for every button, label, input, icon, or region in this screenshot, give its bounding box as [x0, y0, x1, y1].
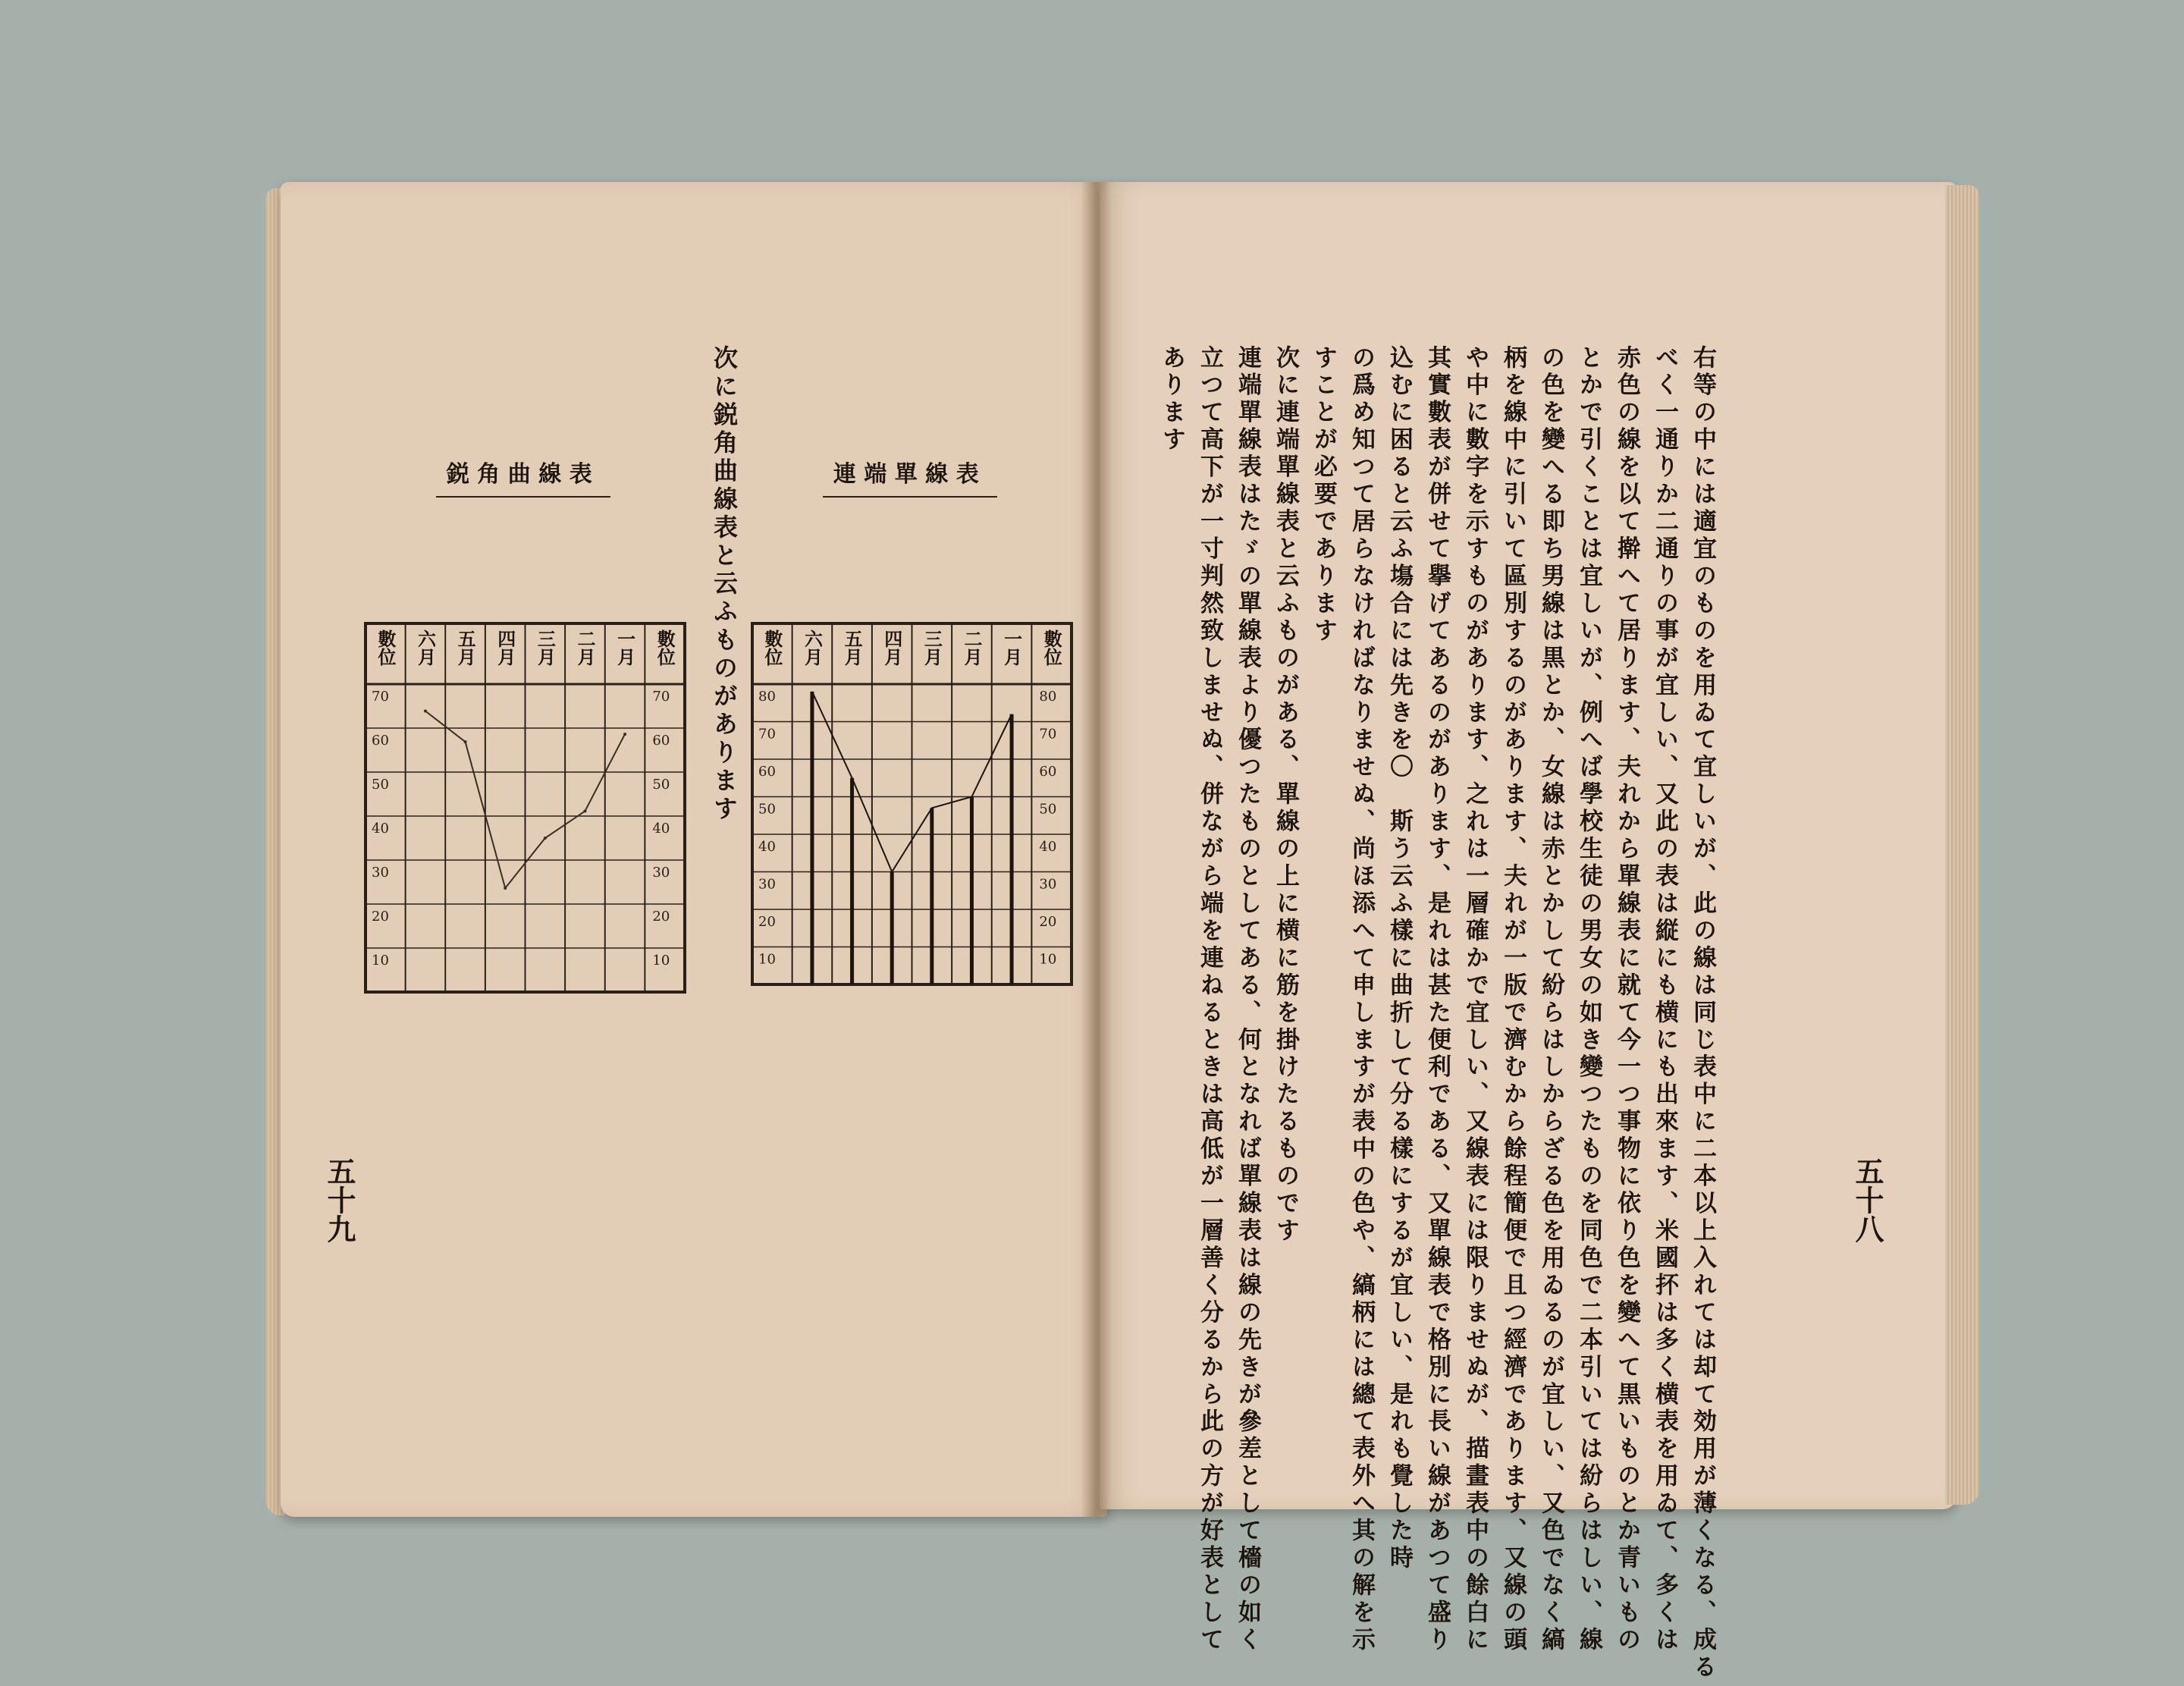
text-column: 込むに困ると云ふ塲合には先きを〇 斯う云ふ樣に曲折して分る樣にするが宜しい、是れも覺した時 — [1385, 345, 1413, 1573]
month-label: 二月 — [960, 630, 983, 666]
text-column: あります — [1158, 345, 1185, 454]
tick-label-left: 80 — [758, 689, 776, 705]
tick-label-right: 10 — [652, 953, 670, 969]
text-column: 右等の中には適宜のものを用ゐて宜しいが、此の線は同じ表中に二本以上入れては却て効用が薄くなる、成る — [1689, 345, 1716, 1682]
text-column: 連端單線表はたゞの單線表より優つたものとしてある、何となれば單線表は線の先きが參差として檣の如く — [1234, 345, 1261, 1655]
month-label: 六月 — [801, 630, 824, 666]
tick-label-left: 30 — [758, 876, 776, 893]
unit-header: 數位 — [1040, 630, 1063, 666]
tick-label-left: 20 — [372, 909, 389, 925]
page-number-left: 五十九 — [322, 1157, 356, 1243]
text-column: 赤色の線を以て擀へて居ります、夫れから單線表に就て今一つ事物に依り色を變へて黒いものとか青いもの — [1613, 345, 1640, 1655]
month-label: 六月 — [414, 630, 437, 666]
tick-label-left: 70 — [758, 726, 776, 743]
tick-label-left: 70 — [372, 689, 389, 705]
tick-label-right: 80 — [1039, 689, 1057, 705]
text-column: すことが必要であります — [1310, 345, 1337, 645]
data-point — [544, 837, 547, 840]
text-column: 立つて高下が一寸判然致しませぬ、併ながら端を連ねるときは高低が一層善く分るから此の方が好表として — [1196, 345, 1223, 1655]
tick-label-left: 50 — [372, 777, 389, 793]
caption-eikaku: 鋭角曲線表 — [436, 455, 610, 498]
data-point — [424, 710, 427, 713]
unit-header: 數位 — [374, 630, 397, 666]
chart-rentan-svg — [751, 622, 1073, 986]
tick-label-right: 10 — [1039, 951, 1057, 968]
page-edges-right — [1945, 185, 1979, 1505]
tick-label-right: 50 — [652, 777, 670, 793]
tick-label-left: 10 — [758, 951, 776, 968]
data-point — [623, 733, 626, 736]
month-label: 三月 — [534, 630, 557, 666]
tick-label-right: 30 — [1039, 876, 1057, 893]
left-page-lead: 次に鋭角曲線表と云ふものがあります — [710, 345, 739, 824]
month-label: 四月 — [880, 630, 903, 666]
tick-label-right: 20 — [652, 909, 670, 925]
book-gutter — [1081, 182, 1111, 1517]
tick-label-left: 50 — [758, 801, 776, 818]
month-label: 五月 — [841, 630, 864, 666]
month-label: 一月 — [613, 630, 636, 666]
text-column: とかで引くことは宜しいが、例へば學校生徒の男女の如き變つたものを同色で二本引いては紛らはしい、線 — [1575, 345, 1602, 1655]
tick-label-left: 60 — [758, 764, 776, 780]
month-label: 三月 — [921, 630, 943, 666]
month-label: 五月 — [454, 630, 477, 666]
chart-rentan — [751, 622, 1073, 986]
caption-rentan: 連端單線表 — [823, 455, 997, 498]
data-point — [583, 809, 586, 812]
text-column: の色を變へる即ち男線は黒とか、女線は赤とかして紛らはしからざる色を用ゐるのが宜しい、又色でなく縞 — [1537, 345, 1564, 1655]
tick-label-right: 50 — [1039, 801, 1057, 818]
chart-eikaku — [364, 622, 686, 994]
tick-label-right: 30 — [652, 865, 670, 881]
tick-label-right: 60 — [652, 733, 670, 749]
tick-label-left: 60 — [372, 733, 389, 749]
text-column: 柄を線中に引いて區別するのがあります、夫れが一版で濟むから餘程簡便で且つ經濟であります、又線の頭 — [1499, 345, 1527, 1655]
tick-label-right: 70 — [652, 689, 670, 705]
right-page-text — [1153, 345, 1721, 1682]
text-column: 次に連端單線表と云ふものがある、單線の上に横に筋を掛けたるものです — [1272, 345, 1299, 1245]
tick-label-right: 70 — [1039, 726, 1057, 743]
text-column: 其實數表が併せて擧げてあるのがあります、是れは甚た便利である、又單線表で格別に長い線があつて盛り — [1423, 345, 1451, 1655]
tick-label-right: 40 — [652, 821, 670, 837]
tick-label-right: 40 — [1039, 839, 1057, 855]
month-label: 一月 — [1000, 630, 1023, 666]
unit-header: 數位 — [654, 630, 676, 666]
chart-eikaku-svg — [364, 622, 686, 994]
tick-label-right: 20 — [1039, 914, 1057, 930]
unit-header: 數位 — [761, 630, 783, 666]
tick-label-left: 10 — [372, 953, 389, 969]
tick-label-left: 40 — [758, 839, 776, 855]
page-number-right: 五十八 — [1850, 1157, 1884, 1243]
text-column: べく一通りか二通りの事が宜しい、又此の表は縦にも横にも出來ます、米國抔は多く横表を用ゐて、多くは — [1651, 345, 1678, 1655]
month-label: 四月 — [494, 630, 516, 666]
month-label: 二月 — [573, 630, 596, 666]
data-point — [504, 887, 507, 890]
tick-label-left: 40 — [372, 821, 389, 837]
tick-label-left: 20 — [758, 914, 776, 930]
tick-label-right: 60 — [1039, 764, 1057, 780]
text-column: や中に數字を示すものがあります、之れは一層確かで宜しい、又線表には限りませぬが、描畫表中の餘白に — [1461, 345, 1489, 1655]
text-column: の爲め知つて居らなければなりませぬ、尚ほ添へて申しますが表中の色や、縞柄には總て表外へ其の解を示 — [1348, 345, 1375, 1655]
tick-label-left: 30 — [372, 865, 389, 881]
data-point — [464, 740, 467, 743]
